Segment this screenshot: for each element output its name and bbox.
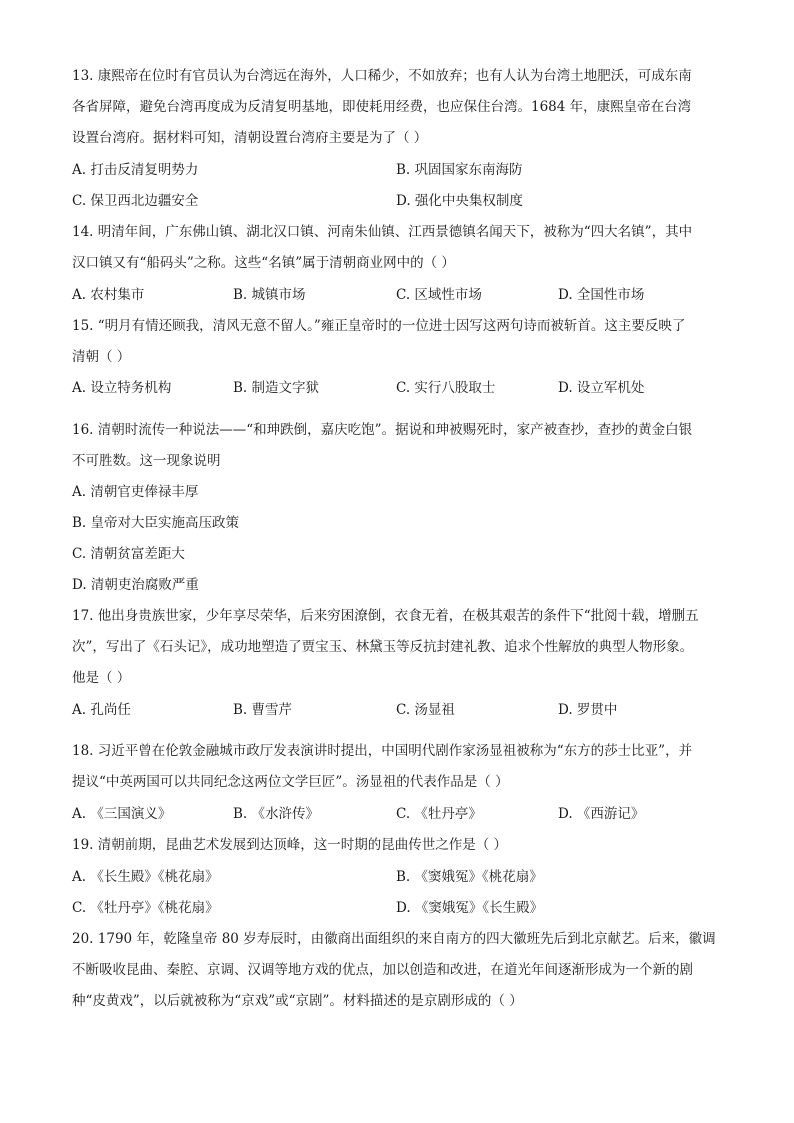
question-17-option-b: B. 曹雪芹 (233, 702, 293, 718)
question-20-line-1: 20. 1790 年，乾隆皇帝 80 岁寿辰时，由徽商出面组织的来自南方的四大徽班先后到北京献艺。后来，徽调 (72, 931, 716, 947)
question-14-option-c: C. 区域性市场 (396, 287, 482, 303)
question-14-line-1: 14. 明清年间，广东佛山镇、湖北汉口镇、河南朱仙镇、江西景德镇名闻天下，被称为“四大名镇”，其中 (72, 224, 693, 240)
question-15-option-b: B. 制造文字狱 (233, 380, 320, 396)
question-17-line-1: 17. 他出身贵族世家，少年享尽荣华，后来穷困潦倒，衣食无着，在极其艰苦的条件下“批阅十载，增删五 (72, 608, 699, 624)
question-13-option-a: A. 打击反清复明势力 (72, 162, 199, 178)
question-13-line-1: 13. 康熙帝在位时有官员认为台湾远在海外，人口稀少，不如放弃；也有人认为台湾土地肥沃，可成东南 (72, 68, 692, 84)
question-19-option-b: B. 《窦娥冤》《桃花扇》 (396, 869, 543, 885)
question-19-option-a: A. 《长生殿》《桃花扇》 (72, 869, 219, 885)
question-19-option-d: D. 《窦娥冤》《长生殿》 (396, 900, 544, 916)
question-16-line-2: 不可胜数。这一现象说明 (72, 453, 221, 469)
question-13-line-2: 各省屏障，避免台湾再度成为反清复明基地，即使耗用经费，也应保住台湾。1684 年，康熙皇帝在台湾 (72, 99, 692, 115)
question-15-option-c: C. 实行八股取士 (396, 380, 496, 396)
question-18-line-2: 提议“中英两国可以共同纪念这两位文学巨匠”。汤显祖的代表作品是（ ） (72, 774, 509, 790)
question-13-option-d: D. 强化中央集权制度 (396, 193, 523, 209)
question-19-line-1: 19. 清朝前期，昆曲艺术发展到达顶峰，这一时期的昆曲传世之作是（ ） (72, 837, 508, 853)
question-13-option-c: C. 保卫西北边疆安全 (72, 193, 199, 209)
question-16-option-a: A. 清朝官吏俸禄丰厚 (72, 484, 199, 500)
question-16-option-c: C. 清朝贫富差距大 (72, 546, 185, 562)
question-19-option-c: C. 《牡丹亭》《桃花扇》 (72, 900, 219, 916)
question-17-option-a: A. 孔尚任 (72, 702, 131, 718)
question-15-option-d: D. 设立军机处 (558, 380, 645, 396)
question-13-option-b: B. 巩固国家东南海防 (396, 162, 523, 178)
question-18-option-c: C. 《牡丹亭》 (396, 806, 482, 822)
question-16-line-1: 16. 清朝时流传一种说法——“和珅跌倒，嘉庆吃饱”。据说和珅被赐死时，家产被查抄，查抄的黄金白银 (72, 422, 693, 438)
question-17-line-3: 他是（ ） (72, 670, 131, 686)
question-18-line-1: 18. 习近平曾在伦敦金融城市政厅发表演讲时提出，中国明代剧作家汤显祖被称为“东方的莎士比亚”，并 (72, 743, 693, 759)
question-14-option-b: B. 城镇市场 (233, 287, 306, 303)
question-14-option-d: D. 全国性市场 (558, 287, 645, 303)
question-15-line-2: 清朝（ ） (72, 349, 131, 365)
question-15-line-1: 15. “明月有情还顾我，清风无意不留人。”雍正皇帝时的一位进士因写这两句诗而被斩首。这主要反映了 (72, 318, 686, 334)
question-17-option-c: C. 汤显祖 (396, 702, 455, 718)
question-18-option-a: A. 《三国演义》 (72, 806, 172, 822)
question-14-option-a: A. 农村集市 (72, 287, 145, 303)
question-15-option-a: A. 设立特务机构 (72, 380, 172, 396)
question-18-option-b: B. 《水浒传》 (233, 806, 320, 822)
question-20-line-3: 种“皮黄戏”，以后就被称为“京戏”或“京剧”。材料描述的是京剧形成的（ ） (72, 993, 523, 1009)
question-17-option-d: D. 罗贯中 (558, 702, 618, 718)
question-16-option-b: B. 皇帝对大臣实施高压政策 (72, 515, 240, 531)
question-14-line-2: 汉口镇又有“船码头”之称。这些“名镇”属于清朝商业网中的（ ） (72, 255, 455, 271)
question-17-line-2: 次”，写出了《石头记》，成功地塑造了贾宝玉、林黛玉等反抗封建礼教、追求个性解放的典型人物形象。 (72, 639, 694, 655)
question-18-option-d: D. 《西游记》 (558, 806, 645, 822)
question-16-option-d: D. 清朝吏治腐败严重 (72, 577, 199, 593)
question-13-line-3: 设置台湾府。据材料可知，清朝设置台湾府主要是为了（ ） (72, 130, 428, 146)
question-20-line-2: 不断吸收昆曲、秦腔、京调、汉调等地方戏的优点，加以创造和改进，在道光年间逐渐形成为一个新的剧 (72, 962, 693, 978)
